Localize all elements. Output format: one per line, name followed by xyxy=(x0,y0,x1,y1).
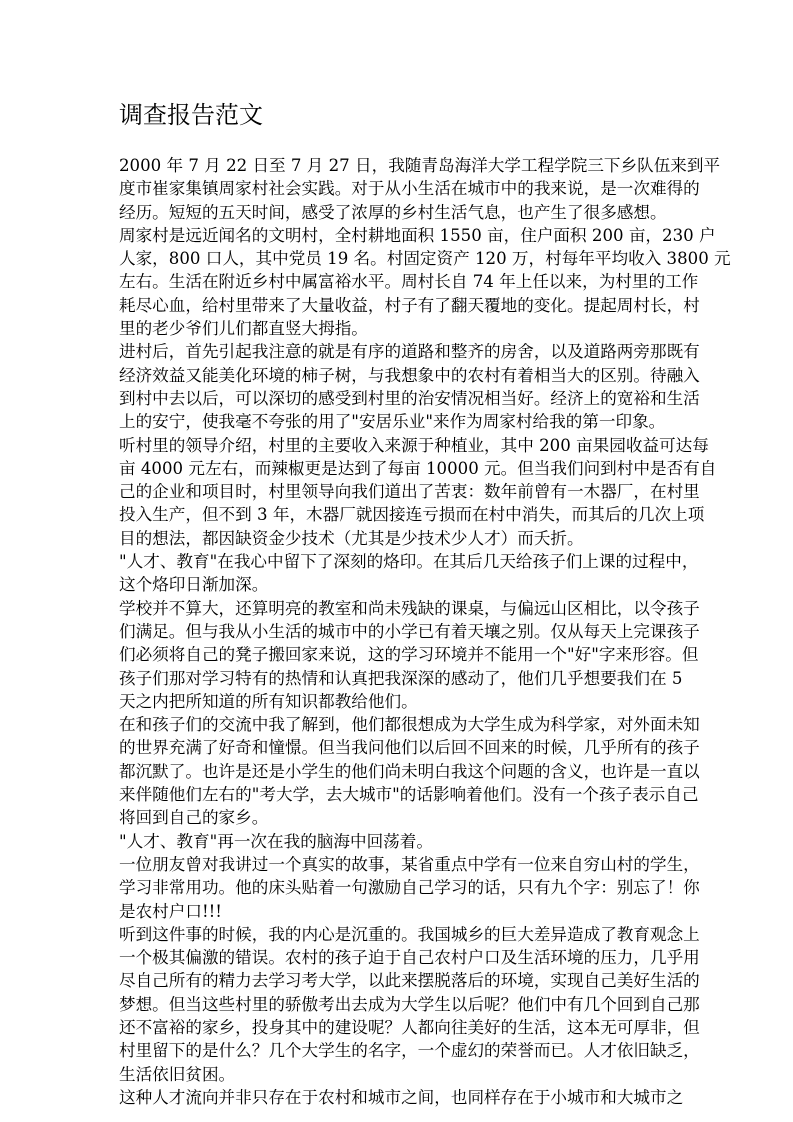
text-line: 听村里的领导介绍，村里的主要收入来源于种植业，其中 200 亩果园收益可达每 xyxy=(119,435,709,455)
text-line: 天之内把所知道的所有知识都教给他们。 xyxy=(119,691,418,711)
text-line: 经济效益又能美化环境的柿子树，与我想象中的农村有着相当大的区别。待融入 xyxy=(119,365,700,385)
text-line: 2000 年 7 月 22 日至 7 月 27 日，我随青岛海洋大学工程学院三下乡队伍来到平 xyxy=(119,156,721,175)
document-body xyxy=(119,154,731,1109)
paragraph xyxy=(119,340,700,433)
text-line: 们必须将自己的凳子搬回家来说，这的学习环境并不能用一个"好"字来形容。但 xyxy=(119,645,699,665)
text-line: 左右。生活在附近乡村中属富裕水平。周村长自 74 年上任以来，为村里的工作 xyxy=(119,272,699,292)
text-line: 目的想法，都因缺资金少技术（尤其是少技术少人才）而夭折。 xyxy=(119,528,584,548)
text-line: 周家村是远近闻名的文明村，全村耕地面积 1550 亩，住户面积 200 亩，230 户 xyxy=(119,225,716,245)
paragraph xyxy=(119,224,731,340)
paragraph xyxy=(119,713,700,829)
paragraph xyxy=(119,923,700,1086)
paragraph xyxy=(119,154,721,224)
text-line: 村里留下的是什么？几个大学生的名字，一个虚幻的荣誉而已。人才依旧缺乏， xyxy=(119,1041,700,1061)
text-line: 一个极其偏激的错误。农村的孩子迫于自己农村户口及生活环境的压力，几乎用 xyxy=(119,948,700,968)
paragraph xyxy=(119,597,700,713)
text-line: 梦想。但当这些村里的骄傲考出去成为大学生以后呢？他们中有几个回到自己那 xyxy=(119,994,700,1014)
text-line: 学习非常用功。他的床头贴着一句激励自己学习的话，只有九个字：别忘了！你 xyxy=(119,878,700,898)
paragraph xyxy=(119,853,700,923)
text-line: 孩子们那对学习特有的热情和认真把我深深的感动了，他们几乎想要我们在 5 xyxy=(119,668,683,688)
text-line: 这个烙印日渐加深。 xyxy=(119,575,269,595)
paragraph xyxy=(119,1086,684,1109)
text-line: 这种人才流向并非只存在于农村和城市之间，也同样存在于小城市和大城市之 xyxy=(119,1087,684,1107)
text-line: 进村后，首先引起我注意的就是有序的道路和整齐的房舍，以及道路两旁那既有 xyxy=(119,342,700,362)
text-line: 一位朋友曾对我讲过一个真实的故事，某省重点中学有一位来自穷山村的学生， xyxy=(119,854,700,874)
text-line: 学校并不算大，还算明亮的教室和尚未残缺的课桌，与偏远山区相比，以令孩子 xyxy=(119,598,700,618)
paragraph xyxy=(119,550,699,597)
text-line: 亩 4000 元左右，而辣椒更是达到了每亩 10000 元。但当我们问到村中是否有自 xyxy=(119,458,717,478)
text-line: 上的安宁，使我毫不夸张的用了"安居乐业"来作为周家村给我的第一印象。 xyxy=(119,412,666,432)
text-line: 人家，800 口人，其中党员 19 名。村固定资产 120 万，村每年平均收入 3800 元 xyxy=(119,249,731,269)
text-line: 听到这件事的时候，我的内心是沉重的。我国城乡的巨大差异造成了教育观念上 xyxy=(119,924,700,944)
text-line: 度市崔家集镇周家村社会实践。对于从小生活在城市中的我来说，是一次难得的 xyxy=(119,179,700,199)
text-line: 生活依旧贫困。 xyxy=(119,1064,236,1084)
text-line: 到村中去以后，可以深切的感受到村里的治安情况相当好。经济上的宽裕和生活 xyxy=(119,388,700,408)
text-line: 是农村户口!!! xyxy=(119,901,222,921)
text-line: 还不富裕的家乡，投身其中的建设呢？人都向往美好的生活，这本无可厚非，但 xyxy=(119,1017,700,1037)
text-line: 在和孩子们的交流中我了解到，他们都很想成为大学生成为科学家，对外面未知 xyxy=(119,715,700,735)
text-line: 来伴随他们左右的"考大学，去大城市"的话影响着他们。没有一个孩子表示自己 xyxy=(119,785,699,805)
paragraph xyxy=(119,830,675,853)
text-line: 的世界充满了好奇和憧憬。但当我问他们以后回不回来的时候，几乎所有的孩子 xyxy=(119,738,700,758)
text-line: 里的老少爷们儿们都直竖大拇指。 xyxy=(119,319,368,339)
document-title: 调查报告范文 xyxy=(119,101,263,129)
text-line: 尽自己所有的精力去学习考大学，以此来摆脱落后的环境，实现自己美好生活的 xyxy=(119,971,700,991)
text-line: 投入生产，但不到 3 年，木器厂就因接连亏损而在村中消失，而其后的几次上项 xyxy=(119,505,705,525)
text-line: 经历。短短的五天时间，感受了浓厚的乡村生活气息，也产生了很多感想。 xyxy=(119,202,667,222)
text-line: 都沉默了。也许是还是小学生的他们尚未明白我这个问题的含义，也许是一直以 xyxy=(119,761,700,781)
text-line: "人才、教育"再一次在我的脑海中回荡着。 xyxy=(119,831,433,851)
paragraph xyxy=(119,434,717,550)
text-line: 耗尽心血，给村里带来了大量收益，村子有了翻天覆地的变化。提起周村长，村 xyxy=(119,295,700,315)
text-line: 己的企业和项目时，村里领导向我们道出了苦衷：数年前曾有一木器厂，在村里 xyxy=(119,482,700,502)
text-line: 们满足。但与我从小生活的城市中的小学已有着天壤之别。仅从每天上完课孩子 xyxy=(119,621,700,641)
text-line: "人才、教育"在我心中留下了深刻的烙印。在其后几天给孩子们上课的过程中， xyxy=(119,552,699,572)
text-line: 将回到自己的家乡。 xyxy=(119,808,269,828)
